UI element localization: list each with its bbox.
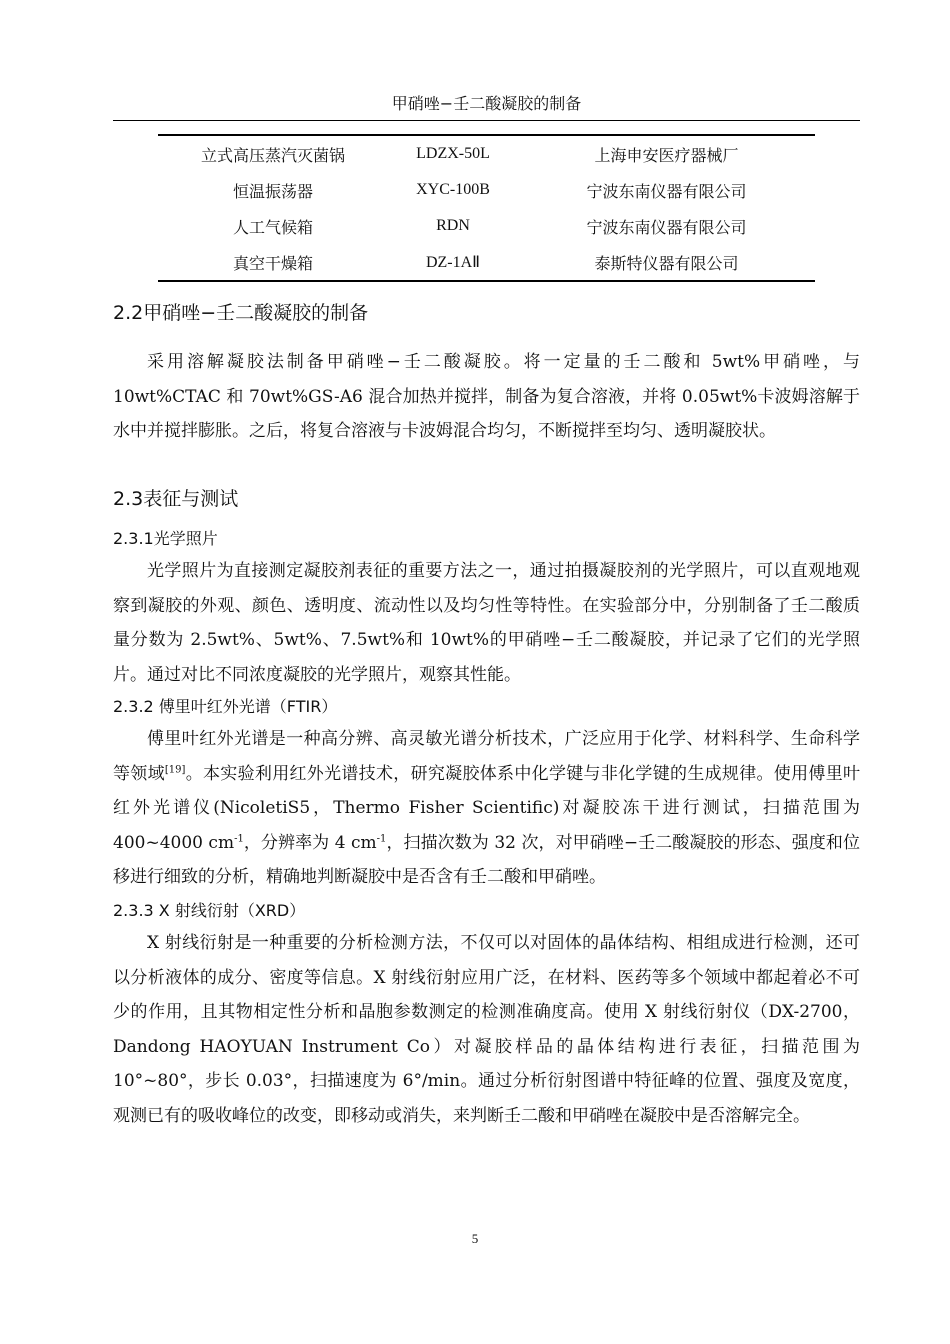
equipment-maker: 宁波东南仪器有限公司 [586, 217, 747, 237]
equipment-model: XYC-100B [416, 181, 490, 198]
subsection-heading-2-3-2: 2.3.2 傅里叶红外光谱（FTIR） [113, 697, 338, 716]
citation-ref: [19] [164, 763, 186, 775]
table-row [158, 208, 815, 244]
equipment-model: LDZX-50L [416, 145, 490, 162]
table-row [158, 172, 815, 208]
section-heading-2-2: 2.2甲硝唑−壬二酸凝胶的制备 [113, 302, 369, 324]
paragraph-ftir [113, 722, 860, 895]
ftir-text-a: 傅里叶红外光谱是一种高分辨、高灵敏光谱分析技术，广泛应用于化学、材料科学、生命科学等领域 [113, 729, 860, 784]
superscript: -1 [376, 832, 387, 844]
equipment-model: RDN [436, 217, 470, 234]
table-row [158, 135, 815, 172]
subsection-heading-2-3-1: 2.3.1光学照片 [113, 529, 218, 548]
equipment-table [158, 134, 815, 282]
page-number: 5 [471, 1231, 479, 1246]
ftir-text-c: ，分辨率为 4 cm [243, 832, 377, 853]
superscript: -1 [234, 832, 244, 844]
equipment-maker: 上海申安医疗器械厂 [594, 145, 739, 165]
equipment-maker: 宁波东南仪器有限公司 [586, 181, 747, 201]
paragraph-xrd: X 射线衍射是一种重要的分析检测方法，不仅可以对固体的晶体结构、相组成进行检测，还可以分析液体的成分、密度等信息。X 射线衍射应用广泛，在材料、医药等多个领域中都起着必不可少的作用，且其物相定性分析和晶胞参数测定的检测准确度高。使用 X 射线衍射仪（DX-2700，Dandong HAOYUAN Instrument Co）对凝胶样品的晶体结构进行表征，扫描范围为 10°~80°，步长 0.03°，扫描速度为 6°/min。通过分析衍射图谱中特征峰的位置、强度及宽度，观测已有的吸收峰位的改变，即移动或消失，来判断壬二酸和甲硝唑在凝胶中是否溶解完全。 [113, 933, 860, 1126]
table-row [158, 244, 815, 281]
equipment-name: 恒温振荡器 [232, 181, 313, 201]
running-header: 甲硝唑−壬二酸凝胶的制备 [113, 91, 860, 121]
equipment-name: 人工气候箱 [232, 217, 313, 237]
equipment-maker: 泰斯特仪器有限公司 [594, 253, 739, 273]
section-heading-2-3: 2.3表征与测试 [113, 488, 239, 510]
paragraph-optical-photos: 光学照片为直接测定凝胶剂表征的重要方法之一，通过拍摄凝胶剂的光学照片，可以直观地观察到凝胶的外观、颜色、透明度、流动性以及均匀性等特性。在实验部分中，分别制备了壬二酸质量分数为 2.5wt%、5wt%、7.5wt%和 10wt%的甲硝唑−壬二酸凝胶，并记录了它们的光学照片。通过对比不同浓度凝胶的光学照片，观察其性能。 [113, 561, 860, 685]
subsection-heading-2-3-3: 2.3.3 X 射线衍射（XRD） [113, 901, 306, 920]
equipment-model: DZ-1AⅡ [425, 254, 481, 271]
equipment-name: 真空干燥箱 [232, 253, 313, 273]
ftir-text-d: ，扫描次数为 32 次，对甲硝唑−壬二酸凝胶的形态、强度和位移进行细致的分析，精确地判断凝胶中是否含有壬二酸和甲硝唑。 [113, 832, 860, 887]
paragraph-preparation: 采用溶解凝胶法制备甲硝唑−壬二酸凝胶。将一定量的壬二酸和 5wt%甲硝唑，与 10wt%CTAC 和 70wt%GS-A6 混合加热并搅拌，制备为复合溶液，并将 0.05wt%卡波姆溶解于水中并搅拌膨胀。之后，将复合溶液与卡波姆混合均匀，不断搅拌至均匀、透明凝胶状。 [113, 352, 860, 441]
ftir-text-b: 。本实验利用红外光谱技术，研究凝胶体系中化学键与非化学键的生成规律。使用傅里叶红外光谱仪(NicoletiS5，Thermo Fisher Scientific)对凝胶冻干进行测试，扫描范围为 400~4000 cm [113, 763, 860, 853]
equipment-name: 立式高压蒸汽灭菌锅 [200, 145, 345, 165]
